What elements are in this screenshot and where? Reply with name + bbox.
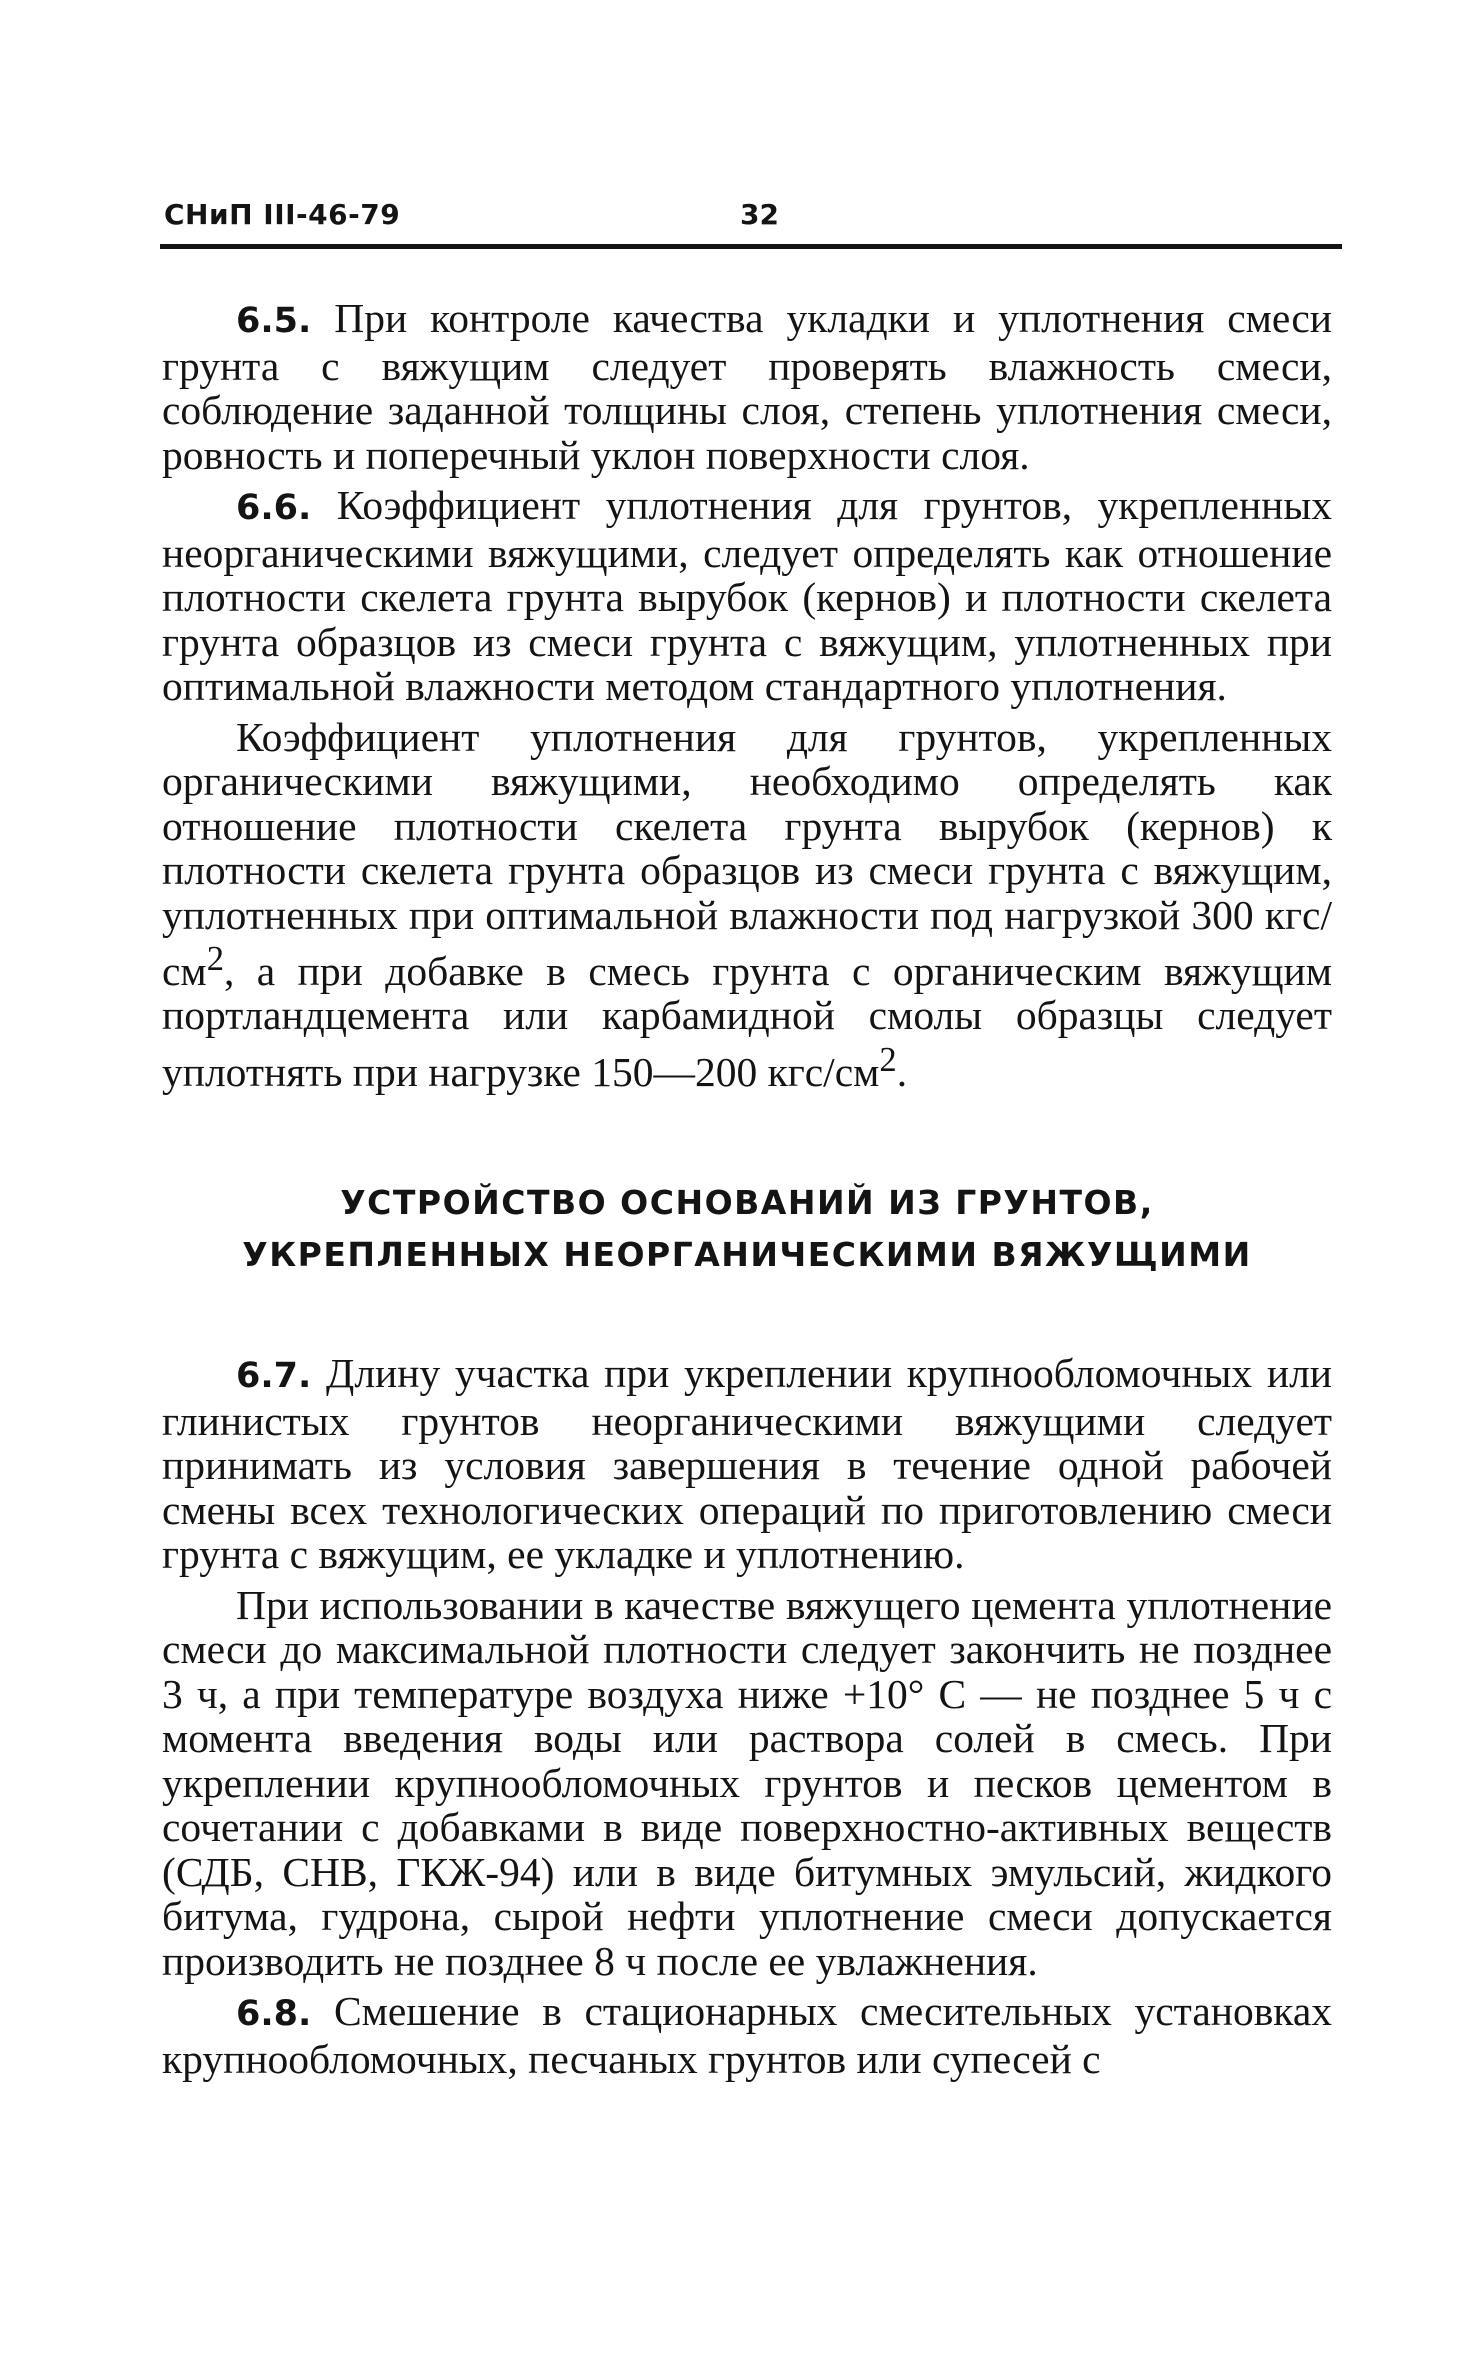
document-code: СНиП III-46-79	[164, 198, 401, 231]
section-heading-line: УСТРОЙСТВО ОСНОВАНИЙ ИЗ ГРУНТОВ,	[340, 1183, 1154, 1223]
paragraph-6-7	[162, 1351, 1332, 1577]
paragraph-text: Смешение в стационарных смесительных установках крупнообломочных, песчаных грунтов или супесей с	[162, 1988, 1332, 2082]
superscript: 2	[206, 940, 224, 978]
paragraph-text: При контроле качества укладки и уплотнения смеси грунта с вяжущим следует проверять влажность смеси, соблюдение заданной толщины слоя, степень уплотнения смеси, ровность и поперечный уклон поверхности слоя.	[162, 295, 1333, 478]
paragraph-text: , а при добавке в смесь грунта с органическим вяжущим портландцемента или карбамидной смолы образцы следует уплотнять при нагрузке 150—200 кгс/см	[162, 947, 1332, 1095]
paragraph-6-8	[162, 1989, 1332, 2081]
page-header	[160, 198, 1342, 238]
paragraph-6-7-continuation	[162, 1583, 1332, 1984]
paragraph-6-5	[162, 296, 1332, 477]
paragraph-text: Коэффициент уплотнения для грунтов, укрепленных неорганическими вяжущими, следует определять как отношение плотности скелета грунта вырубок (кернов) и плотности скелета грунта образцов из смеси грунта с вяжущим, уплотненных при оптимальной влажности методом стандартного уплотнения.	[162, 482, 1333, 709]
document-body	[162, 296, 1332, 2081]
paragraph-text: .	[896, 1048, 908, 1095]
paragraph-6-6-continuation	[162, 715, 1332, 1095]
superscript: 2	[879, 1040, 897, 1079]
paragraph-text: Коэффициент уплотнения для грунтов, укрепленных органическими вяжущими, необходимо определять как отношение плотности скелета грунта вырубок (кернов) к плотности скелета грунта образцов из смеси грунта с вяжущим, уплотненных при оптимальной влажности под нагрузкой 300 кгс/см	[162, 713, 1332, 994]
section-heading-line: УКРЕПЛЕННЫХ НЕОРГАНИЧЕСКИМИ ВЯЖУЩИМИ	[242, 1235, 1252, 1275]
clause-number: 6.6.	[236, 488, 312, 528]
paragraph-text: Длину участка при укреплении крупнообломочных или глинистых грунтов неорганическими вяжущими следует принимать из условия завершения в течение одной рабочей смены всех технологических операций по приготовлению смеси грунта с вяжущим, ее укладке и уплотнению.	[162, 1350, 1333, 1578]
paragraph-text: При использовании в качестве вяжущего цемента уплотнение смеси до максимальной плотности следует закончить не позднее 3 ч, а при температуре воздуха ниже +10° С — не позднее 5 ч с момента введения воды или раствора солей в смесь. При укреплении крупнообломочных грунтов и песков цементом в сочетании с добавками в виде поверхностно-активных веществ (СДБ, СНВ, ГКЖ-94) или в виде битумных эмульсий, жидкого битума, гудрона, сырой нефти уплотнение смеси допускается производить не позднее 8 ч после ее увлажнения.	[162, 1581, 1332, 1984]
clause-number: 6.8.	[236, 1994, 312, 2035]
section-heading	[162, 1177, 1332, 1281]
paragraph-6-6	[162, 483, 1332, 709]
clause-number: 6.5.	[236, 301, 312, 341]
page-number: 32	[740, 198, 779, 231]
header-rule	[160, 244, 1342, 249]
clause-number: 6.7.	[236, 1356, 312, 1397]
